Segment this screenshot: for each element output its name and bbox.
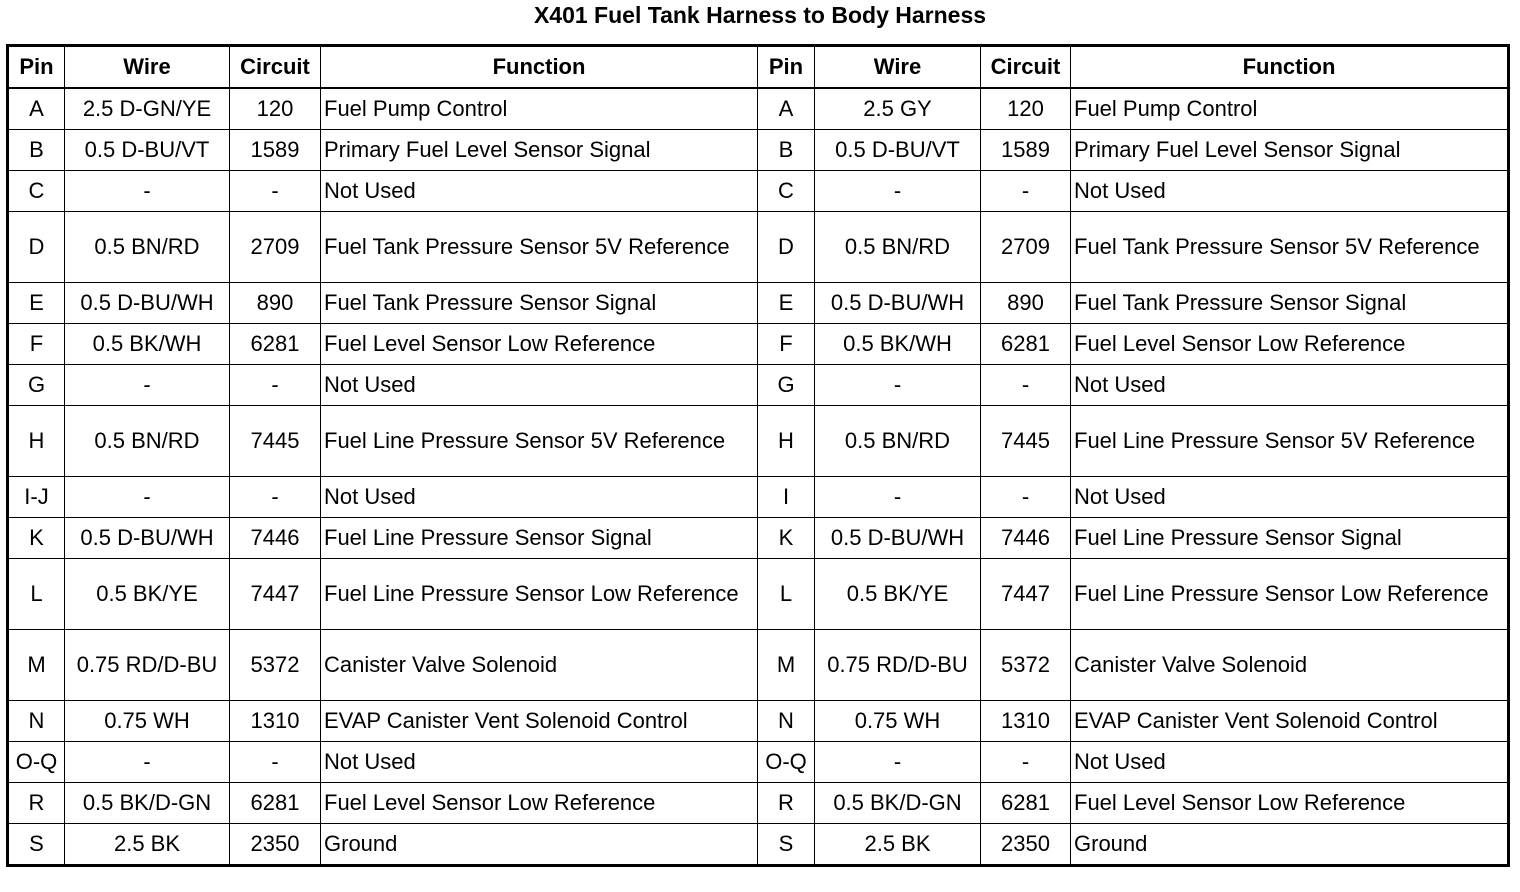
function-cell: Fuel Line Pressure Sensor Signal bbox=[321, 518, 758, 559]
pin-cell: A bbox=[8, 88, 65, 130]
connector-pinout-table bbox=[6, 44, 1510, 867]
circuit-cell: 6281 bbox=[981, 324, 1071, 365]
circuit-cell: 1310 bbox=[230, 701, 321, 742]
circuit-cell: 7445 bbox=[230, 406, 321, 477]
circuit-cell: 120 bbox=[230, 88, 321, 130]
column-header-function: Function bbox=[321, 46, 758, 89]
function-cell: Fuel Level Sensor Low Reference bbox=[1071, 324, 1509, 365]
circuit-cell: 6281 bbox=[230, 783, 321, 824]
circuit-cell: 7447 bbox=[230, 559, 321, 630]
table-row bbox=[8, 783, 1509, 824]
function-cell: Not Used bbox=[1071, 171, 1509, 212]
column-header-wire: Wire bbox=[815, 46, 981, 89]
wire-cell: 2.5 GY bbox=[815, 88, 981, 130]
pin-cell: L bbox=[758, 559, 815, 630]
pin-cell: I-J bbox=[8, 477, 65, 518]
function-cell: Ground bbox=[1071, 824, 1509, 866]
pin-cell: B bbox=[758, 130, 815, 171]
function-cell: Not Used bbox=[1071, 742, 1509, 783]
function-cell: Fuel Level Sensor Low Reference bbox=[1071, 783, 1509, 824]
pin-cell: E bbox=[8, 283, 65, 324]
function-cell: Fuel Tank Pressure Sensor 5V Reference bbox=[321, 212, 758, 283]
wire-cell: 0.5 D-BU/WH bbox=[65, 518, 230, 559]
circuit-cell: 1310 bbox=[981, 701, 1071, 742]
pin-cell: R bbox=[8, 783, 65, 824]
wire-cell: - bbox=[815, 365, 981, 406]
function-cell: Not Used bbox=[1071, 365, 1509, 406]
function-cell: Fuel Tank Pressure Sensor Signal bbox=[321, 283, 758, 324]
circuit-cell: - bbox=[230, 477, 321, 518]
pin-cell: F bbox=[758, 324, 815, 365]
table-row bbox=[8, 171, 1509, 212]
circuit-cell: 7445 bbox=[981, 406, 1071, 477]
pin-cell: M bbox=[8, 630, 65, 701]
wire-cell: - bbox=[65, 477, 230, 518]
circuit-cell: 2709 bbox=[981, 212, 1071, 283]
circuit-cell: - bbox=[230, 365, 321, 406]
wire-cell: 0.75 WH bbox=[815, 701, 981, 742]
wire-cell: - bbox=[65, 365, 230, 406]
function-cell: Fuel Tank Pressure Sensor Signal bbox=[1071, 283, 1509, 324]
wire-cell: - bbox=[815, 171, 981, 212]
pin-cell: D bbox=[8, 212, 65, 283]
pin-cell: S bbox=[758, 824, 815, 866]
table-row bbox=[8, 212, 1509, 283]
circuit-cell: 2709 bbox=[230, 212, 321, 283]
circuit-cell: 2350 bbox=[981, 824, 1071, 866]
wire-cell: 0.75 WH bbox=[65, 701, 230, 742]
circuit-cell: 6281 bbox=[230, 324, 321, 365]
column-header-circuit: Circuit bbox=[981, 46, 1071, 89]
circuit-cell: 1589 bbox=[230, 130, 321, 171]
circuit-cell: - bbox=[981, 365, 1071, 406]
circuit-cell: - bbox=[230, 742, 321, 783]
pin-cell: H bbox=[8, 406, 65, 477]
wire-cell: 0.5 D-BU/VT bbox=[65, 130, 230, 171]
pin-cell: K bbox=[758, 518, 815, 559]
pin-cell: C bbox=[758, 171, 815, 212]
function-cell: EVAP Canister Vent Solenoid Control bbox=[321, 701, 758, 742]
function-cell: Fuel Tank Pressure Sensor 5V Reference bbox=[1071, 212, 1509, 283]
column-header-wire: Wire bbox=[65, 46, 230, 89]
function-cell: Canister Valve Solenoid bbox=[1071, 630, 1509, 701]
table-row bbox=[8, 559, 1509, 630]
table-row bbox=[8, 283, 1509, 324]
function-cell: Fuel Line Pressure Sensor Signal bbox=[1071, 518, 1509, 559]
column-header-pin: Pin bbox=[758, 46, 815, 89]
wire-cell: 2.5 BK bbox=[65, 824, 230, 866]
circuit-cell: 120 bbox=[981, 88, 1071, 130]
pin-cell: H bbox=[758, 406, 815, 477]
function-cell: Fuel Pump Control bbox=[1071, 88, 1509, 130]
pin-cell: D bbox=[758, 212, 815, 283]
circuit-cell: 7446 bbox=[230, 518, 321, 559]
wire-cell: 0.5 BN/RD bbox=[65, 406, 230, 477]
table-row bbox=[8, 742, 1509, 783]
function-cell: Not Used bbox=[321, 365, 758, 406]
function-cell: Fuel Line Pressure Sensor Low Reference bbox=[1071, 559, 1509, 630]
circuit-cell: 7446 bbox=[981, 518, 1071, 559]
wire-cell: 0.5 BK/D-GN bbox=[815, 783, 981, 824]
wire-cell: 0.75 RD/D-BU bbox=[815, 630, 981, 701]
wire-cell: 0.5 BK/WH bbox=[815, 324, 981, 365]
wire-cell: 0.5 BK/D-GN bbox=[65, 783, 230, 824]
column-header-circuit: Circuit bbox=[230, 46, 321, 89]
pin-cell: B bbox=[8, 130, 65, 171]
column-header-function: Function bbox=[1071, 46, 1509, 89]
circuit-cell: 890 bbox=[981, 283, 1071, 324]
circuit-cell: - bbox=[981, 171, 1071, 212]
table-row bbox=[8, 88, 1509, 130]
wire-cell: 2.5 BK bbox=[815, 824, 981, 866]
pin-cell: I bbox=[758, 477, 815, 518]
function-cell: Fuel Pump Control bbox=[321, 88, 758, 130]
function-cell: Not Used bbox=[321, 171, 758, 212]
circuit-cell: 5372 bbox=[230, 630, 321, 701]
function-cell: Fuel Line Pressure Sensor 5V Reference bbox=[1071, 406, 1509, 477]
function-cell: Ground bbox=[321, 824, 758, 866]
pin-cell: A bbox=[758, 88, 815, 130]
wire-cell: 0.5 BK/YE bbox=[65, 559, 230, 630]
circuit-cell: 6281 bbox=[981, 783, 1071, 824]
wire-cell: 0.5 BN/RD bbox=[65, 212, 230, 283]
wire-cell: 0.5 D-BU/WH bbox=[815, 518, 981, 559]
table-row bbox=[8, 406, 1509, 477]
wire-cell: - bbox=[815, 742, 981, 783]
table-row bbox=[8, 630, 1509, 701]
function-cell: Fuel Level Sensor Low Reference bbox=[321, 324, 758, 365]
circuit-cell: - bbox=[230, 171, 321, 212]
function-cell: Primary Fuel Level Sensor Signal bbox=[321, 130, 758, 171]
wire-cell: 0.5 BK/YE bbox=[815, 559, 981, 630]
function-cell: Canister Valve Solenoid bbox=[321, 630, 758, 701]
table-row bbox=[8, 365, 1509, 406]
pin-cell: L bbox=[8, 559, 65, 630]
table-row bbox=[8, 324, 1509, 365]
function-cell: Not Used bbox=[321, 477, 758, 518]
wire-cell: - bbox=[65, 742, 230, 783]
circuit-cell: 2350 bbox=[230, 824, 321, 866]
pin-cell: E bbox=[758, 283, 815, 324]
pin-cell: F bbox=[8, 324, 65, 365]
wire-cell: 0.5 BK/WH bbox=[65, 324, 230, 365]
table-row bbox=[8, 518, 1509, 559]
wire-cell: 0.5 D-BU/WH bbox=[65, 283, 230, 324]
column-header-pin: Pin bbox=[8, 46, 65, 89]
pin-cell: M bbox=[758, 630, 815, 701]
wire-cell: 0.5 BN/RD bbox=[815, 406, 981, 477]
circuit-cell: 5372 bbox=[981, 630, 1071, 701]
function-cell: Fuel Level Sensor Low Reference bbox=[321, 783, 758, 824]
table-row bbox=[8, 824, 1509, 866]
pin-cell: G bbox=[8, 365, 65, 406]
pin-cell: C bbox=[8, 171, 65, 212]
pin-cell: O-Q bbox=[758, 742, 815, 783]
pin-cell: K bbox=[8, 518, 65, 559]
wire-cell: 0.5 BN/RD bbox=[815, 212, 981, 283]
circuit-cell: - bbox=[981, 477, 1071, 518]
circuit-cell: - bbox=[981, 742, 1071, 783]
pin-cell: R bbox=[758, 783, 815, 824]
function-cell: Fuel Line Pressure Sensor 5V Reference bbox=[321, 406, 758, 477]
function-cell: Fuel Line Pressure Sensor Low Reference bbox=[321, 559, 758, 630]
wire-cell: - bbox=[65, 171, 230, 212]
wire-cell: 0.5 D-BU/VT bbox=[815, 130, 981, 171]
pin-cell: N bbox=[758, 701, 815, 742]
table-row bbox=[8, 477, 1509, 518]
page-title: X401 Fuel Tank Harness to Body Harness bbox=[533, 2, 987, 28]
circuit-cell: 890 bbox=[230, 283, 321, 324]
function-cell: Not Used bbox=[1071, 477, 1509, 518]
circuit-cell: 7447 bbox=[981, 559, 1071, 630]
function-cell: Primary Fuel Level Sensor Signal bbox=[1071, 130, 1509, 171]
table-row bbox=[8, 130, 1509, 171]
pin-cell: O-Q bbox=[8, 742, 65, 783]
pin-cell: S bbox=[8, 824, 65, 866]
function-cell: Not Used bbox=[321, 742, 758, 783]
wire-cell: - bbox=[815, 477, 981, 518]
table-header-row bbox=[8, 46, 1509, 89]
table-row bbox=[8, 701, 1509, 742]
pin-cell: G bbox=[758, 365, 815, 406]
function-cell: EVAP Canister Vent Solenoid Control bbox=[1071, 701, 1509, 742]
pin-cell: N bbox=[8, 701, 65, 742]
wire-cell: 0.5 D-BU/WH bbox=[815, 283, 981, 324]
wire-cell: 2.5 D-GN/YE bbox=[65, 88, 230, 130]
wire-cell: 0.75 RD/D-BU bbox=[65, 630, 230, 701]
circuit-cell: 1589 bbox=[981, 130, 1071, 171]
